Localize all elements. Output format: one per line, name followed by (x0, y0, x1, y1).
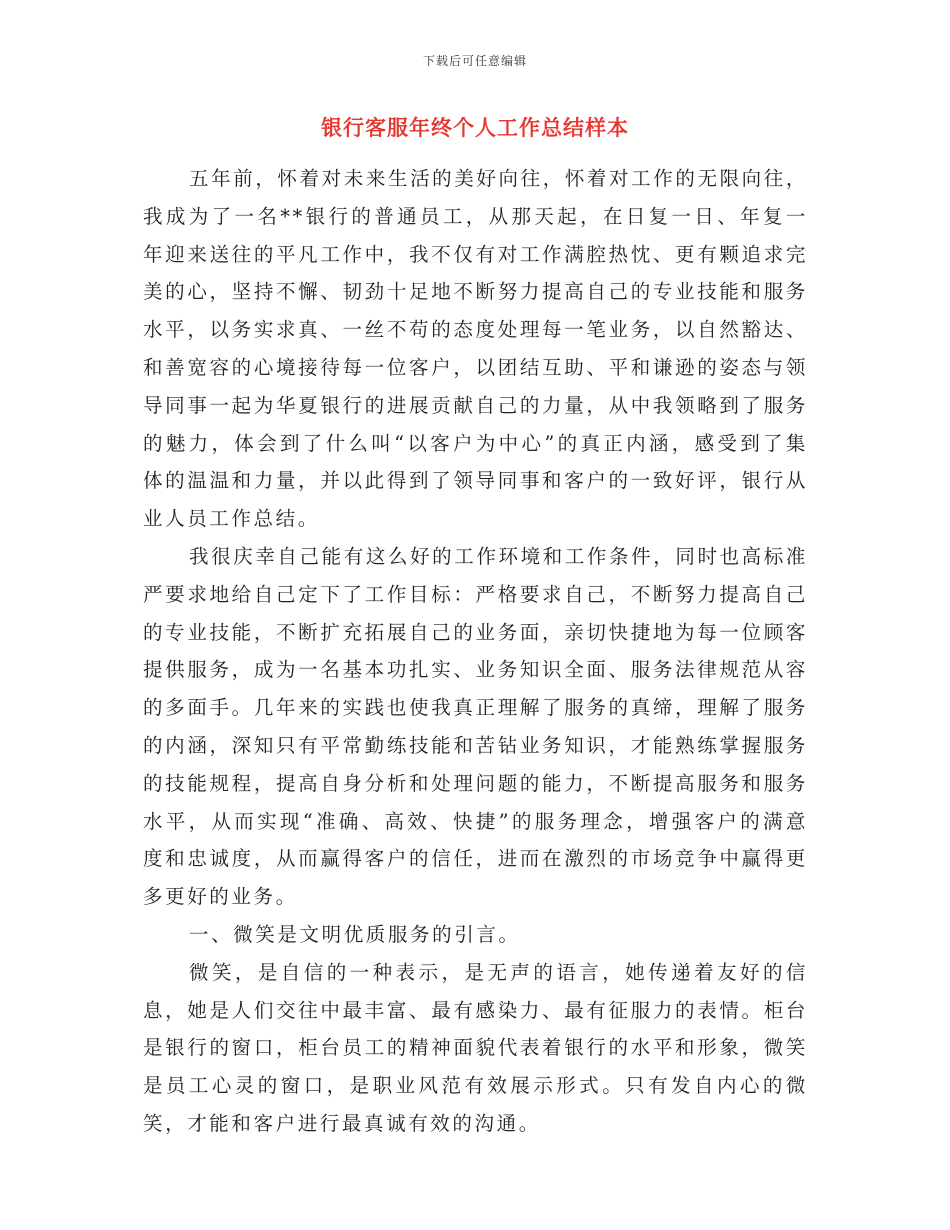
header-note: 下载后可任意编辑 (422, 54, 527, 68)
paragraph: 微笑，是自信的一种表示，是无声的语言，她传递着友好的信息，她是人们交往中最丰富、最有感染力、最有征服力的表情。柜台是银行的窗口，柜台员工的精神面貌代表着银行的水平和形象，微笑是员工心灵的窗口，是职业风范有效展示形式。只有发自内心的微笑，才能和客户进行最真诚有效的沟通。 (143, 960, 808, 1135)
paragraph: 我很庆幸自己能有这么好的工作环境和工作条件，同时也高标准严要求地给自己定下了工作目标：严格要求自己，不断努力提高自己的专业技能，不断扩充拓展自己的业务面，亲切快捷地为每一位顾客提供服务，成为一名基本功扎实、业务知识全面、服务法律规范从容的多面手。几年来的实践也使我真正理解了服务的真缔，理解了服务的内涵，深知只有平常勤练技能和苦钻业务知识，才能熟练掌握服务的技能规程，提高自身分析和处理问题的能力，不断提高服务和服务水平，从而实现“准确、高效、快捷”的服务理念，增强客户的满意度和忠诚度，从而赢得客户的信任，进而在激烈的市场竞争中赢得更多更好的业务。 (143, 544, 808, 909)
paragraph: 五年前，怀着对未来生活的美好向往，怀着对工作的无限向往，我成为了一名**银行的普通员工，从那天起，在日复一日、年复一年迎来送往的平凡工作中，我不仅有对工作满腔热忱、更有颗追求完美的心，坚持不懈、韧劲十足地不断努力提高自己的专业技能和服务水平，以务实求真、一丝不苟的态度处理每一笔业务，以自然豁达、和善宽容的心境接待每一位客户，以团结互助、平和谦逊的姿态与领导同事一起为华夏银行的进展贡献自己的力量，从中我领略到了服务的魅力，体会到了什么叫“以客户为中心”的真正内涵，感受到了集体的温温和力量，并以此得到了领导同事和客户的一致好评，银行从业人员工作总结。 (143, 167, 808, 531)
section-heading: 一、微笑是文明优质服务的引言。 (189, 922, 521, 946)
document-body (143, 160, 808, 1143)
document-title: 银行客服年终个人工作总结样本 (321, 115, 629, 140)
